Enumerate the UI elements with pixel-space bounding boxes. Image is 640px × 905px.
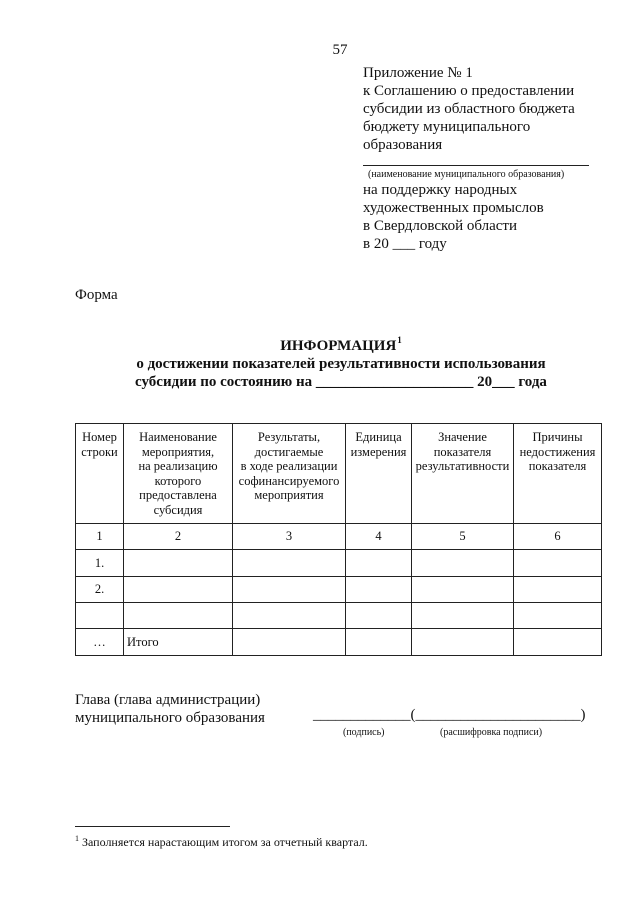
header-indicator-value: Значение показателя результативности bbox=[412, 424, 514, 524]
column-number-row bbox=[76, 524, 602, 550]
table-cell bbox=[76, 603, 124, 629]
table-cell bbox=[233, 629, 346, 656]
table-cell: 1. bbox=[76, 550, 124, 577]
page-number: 57 bbox=[332, 42, 348, 58]
table-row bbox=[76, 550, 602, 577]
form-title bbox=[75, 337, 607, 356]
table-cell bbox=[124, 577, 233, 603]
table-cell: … bbox=[76, 629, 124, 656]
signature-caption: (подпись) bbox=[343, 727, 385, 738]
form-title-text: ИНФОРМАЦИЯ bbox=[280, 338, 397, 354]
appendix-line: к Соглашению о предоставлении bbox=[363, 83, 575, 99]
table-cell bbox=[412, 629, 514, 656]
total-label: Итого bbox=[124, 629, 233, 656]
table-row bbox=[76, 603, 602, 629]
form-subtitle-line: о достижении показателей результативности использования bbox=[136, 356, 546, 372]
footnote-mark: 1 bbox=[75, 834, 79, 843]
footnote-separator bbox=[75, 826, 230, 827]
appendix-line: на поддержку народных bbox=[363, 182, 518, 198]
signatory-position bbox=[75, 691, 265, 727]
table-cell bbox=[233, 603, 346, 629]
table-cell bbox=[412, 603, 514, 629]
table-cell bbox=[346, 550, 412, 577]
signature-blank: _____________(______________________) bbox=[313, 707, 586, 723]
appendix-line: бюджету муниципального bbox=[363, 119, 531, 135]
table-cell bbox=[233, 550, 346, 577]
appendix-line: образования bbox=[363, 137, 443, 153]
footnote-reference: 1 bbox=[397, 335, 402, 345]
footnote bbox=[75, 835, 368, 851]
table-total-row bbox=[76, 629, 602, 656]
table-cell bbox=[514, 577, 602, 603]
header-failure-reasons: Причины недостижения показателя bbox=[514, 424, 602, 524]
form-subtitle-line: субсидии по состоянию на _____________________ 20___ года bbox=[135, 374, 547, 390]
appendix-line: в 20 ___ году bbox=[363, 236, 447, 252]
table-row bbox=[76, 577, 602, 603]
appendix-line: в Свердловской области bbox=[363, 218, 518, 234]
header-row-number: Номер строки bbox=[76, 424, 124, 524]
municipality-blank-line bbox=[363, 165, 589, 166]
signature-decoding-caption: (расшифровка подписи) bbox=[440, 727, 543, 738]
table-cell bbox=[412, 550, 514, 577]
appendix-line: художественных промыслов bbox=[363, 200, 544, 216]
column-number: 5 bbox=[412, 524, 514, 550]
header-unit: Единица измерения bbox=[346, 424, 412, 524]
table-cell bbox=[124, 603, 233, 629]
table-cell bbox=[514, 550, 602, 577]
table-cell: 2. bbox=[76, 577, 124, 603]
appendix-header bbox=[363, 64, 575, 154]
table-cell bbox=[124, 550, 233, 577]
appendix-line: субсидии из областного бюджета bbox=[363, 101, 575, 117]
table-header-row bbox=[76, 424, 602, 524]
municipality-blank-caption: (наименование муниципального образования) bbox=[368, 169, 565, 180]
header-activity-name: Наименование мероприятия, на реализацию которого предоставлена субсидия bbox=[124, 424, 233, 524]
footnote-text: Заполняется нарастающим итогом за отчетный квартал. bbox=[82, 835, 368, 849]
column-number: 1 bbox=[76, 524, 124, 550]
appendix-line: Приложение № 1 bbox=[363, 65, 473, 81]
signatory-position-line: муниципального образования bbox=[75, 710, 265, 726]
table-cell bbox=[514, 603, 602, 629]
table-cell bbox=[346, 577, 412, 603]
form-label: Форма bbox=[75, 287, 118, 303]
table-cell bbox=[346, 629, 412, 656]
appendix-purpose bbox=[363, 181, 544, 253]
indicators-table bbox=[75, 423, 602, 656]
column-number: 6 bbox=[514, 524, 602, 550]
table-cell bbox=[346, 603, 412, 629]
table-cell bbox=[233, 577, 346, 603]
table-cell bbox=[412, 577, 514, 603]
header-results: Результаты, достигаемые в ходе реализации софинансируемого мероприятия bbox=[233, 424, 346, 524]
signatory-position-line: Глава (глава администрации) bbox=[75, 692, 261, 708]
table-cell bbox=[514, 629, 602, 656]
column-number: 4 bbox=[346, 524, 412, 550]
column-number: 3 bbox=[233, 524, 346, 550]
column-number: 2 bbox=[124, 524, 233, 550]
